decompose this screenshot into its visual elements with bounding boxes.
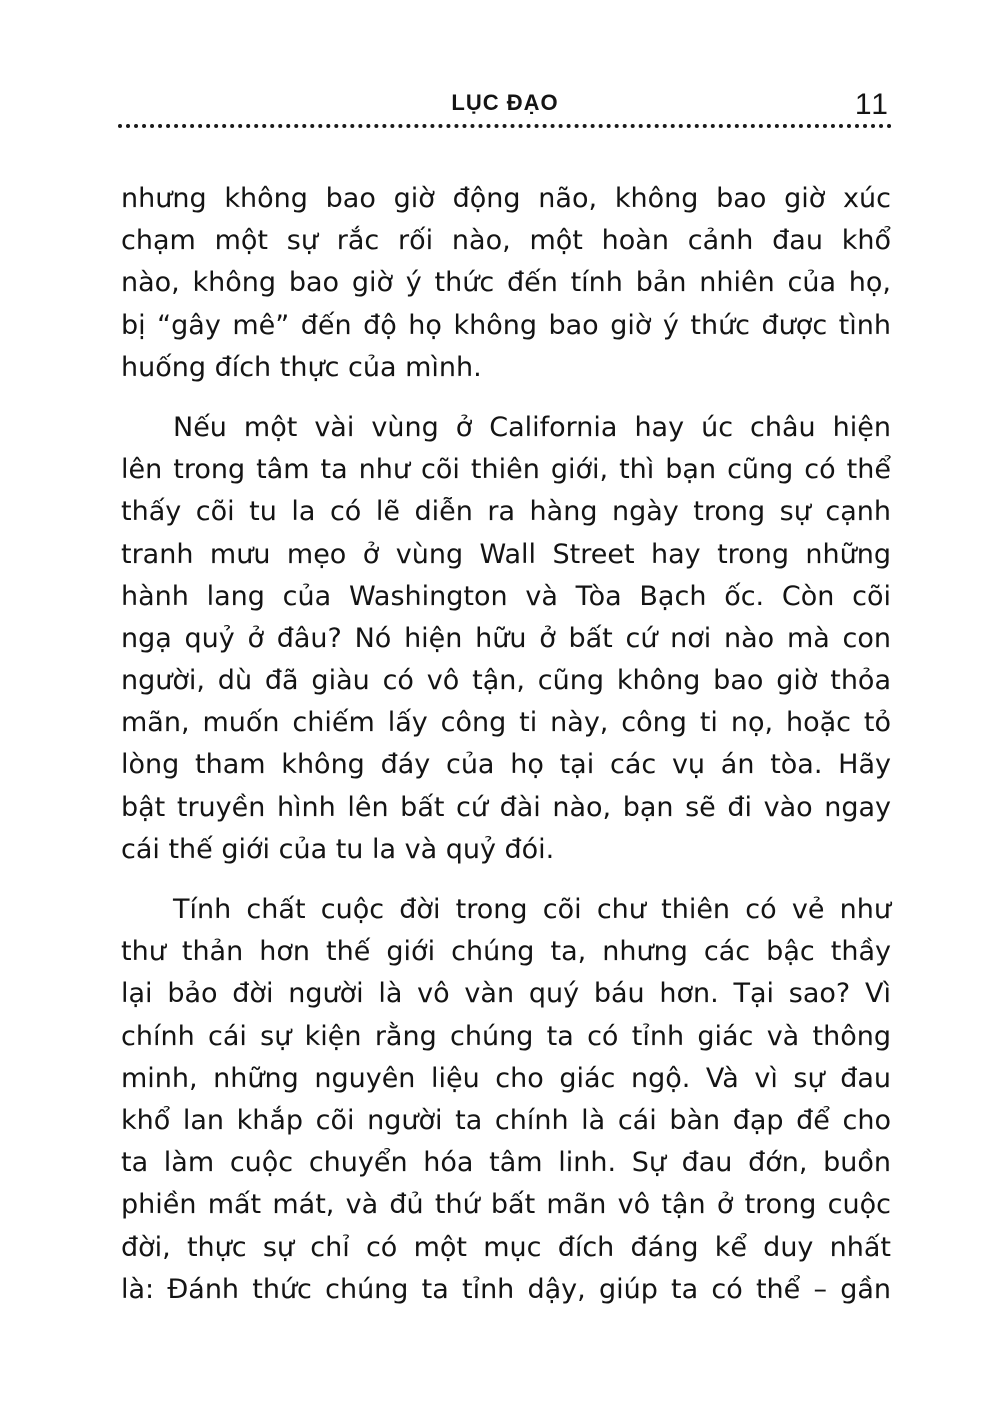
text-line: thư thản hơn thế giới chúng ta, nhưng các bậc thầy xyxy=(121,936,891,968)
text-line: người, dù đã giàu có vô tận, cũng không bao giờ thỏa xyxy=(121,665,891,697)
page-number: 11 xyxy=(854,88,890,121)
text-line: khổ lan khắp cõi người ta chính là cái bàn đạp để cho xyxy=(121,1104,891,1136)
body-text xyxy=(121,178,891,1329)
text-line: phiền mất mát, và đủ thứ bất mãn vô tận ở trong cuộc xyxy=(121,1189,891,1221)
text-line: chạm một sự rắc rối nào, một hoàn cảnh đau khổ xyxy=(121,225,891,257)
text-line: lại bảo đời người là vô vàn quý báu hơn. Tại sao? Vì xyxy=(121,978,891,1010)
running-title: LỤC ĐẠO xyxy=(451,90,559,115)
page-header xyxy=(118,84,892,138)
text-line: minh, những nguyên liệu cho giác ngộ. Và vì sự đau xyxy=(121,1062,891,1094)
paragraph-1 xyxy=(121,178,891,389)
text-line: chính cái sự kiện rằng chúng ta có tỉnh giác và thông xyxy=(121,1020,891,1052)
text-line: đời, thực sự chỉ có một mục đích đáng kể duy nhất xyxy=(121,1231,891,1263)
text-line: tranh mưu mẹo ở vùng Wall Street hay trong những xyxy=(121,538,891,570)
text-line: huống đích thực của mình. xyxy=(121,351,482,383)
text-line: bị “gây mê” đến độ họ không bao giờ ý thức được tình xyxy=(121,309,891,341)
text-line: Tính chất cuộc đời trong cõi chư thiên có vẻ như xyxy=(173,894,891,925)
text-line: lòng tham không đáy của họ tại các vụ án tòa. Hãy xyxy=(121,749,891,781)
text-line: bật truyền hình lên bất cứ đài nào, bạn sẽ đi vào ngay xyxy=(121,791,891,823)
text-line: mãn, muốn chiếm lấy công ti này, công ti nọ, hoặc tỏ xyxy=(121,707,891,739)
text-line: nào, không bao giờ ý thức đến tính bản nhiên của họ, xyxy=(121,267,891,299)
text-line: ngạ quỷ ở đâu? Nó hiện hữu ở bất cứ nơi nào mà con xyxy=(121,622,891,654)
text-line: thấy cõi tu la có lẽ diễn ra hàng ngày trong sự cạnh xyxy=(121,496,891,528)
paragraph-3 xyxy=(121,889,891,1311)
paragraph-2 xyxy=(121,407,891,871)
text-line: Nếu một vài vùng ở California hay úc châu hiện xyxy=(173,411,891,443)
text-line: lên trong tâm ta như cõi thiên giới, thì bạn cũng có thể xyxy=(121,454,891,486)
text-line: hành lang của Washington và Tòa Bạch ốc. Còn cõi xyxy=(121,580,891,612)
text-line: ta làm cuộc chuyển hóa tâm linh. Sự đau đớn, buồn xyxy=(121,1147,891,1179)
text-line: nhưng không bao giờ động não, không bao giờ xúc xyxy=(121,183,891,214)
text-line: là: Đánh thức chúng ta tỉnh dậy, giúp ta có thể – gần xyxy=(121,1273,891,1305)
text-line: cái thế giới của tu la và quỷ đói. xyxy=(121,833,555,865)
dotted-divider xyxy=(118,124,892,128)
